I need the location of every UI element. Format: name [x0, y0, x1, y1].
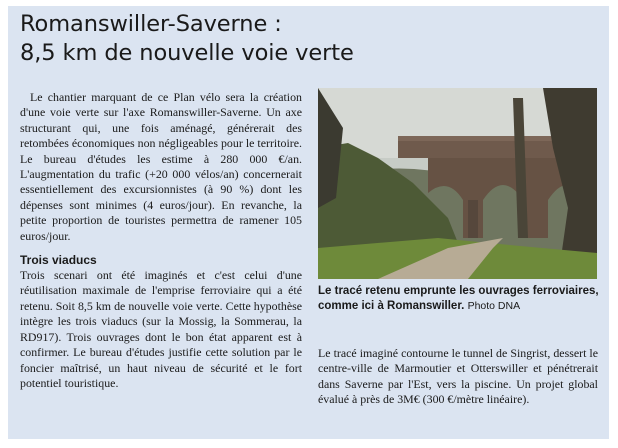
photo-caption [318, 284, 600, 313]
article-headline [20, 10, 600, 68]
headline-line-1: Romanswiller-Saverne : [20, 11, 282, 37]
left-column [20, 90, 302, 391]
headline-line-2: 8,5 km de nouvelle voie verte [20, 40, 354, 66]
viaduct-photo-illustration [318, 88, 597, 279]
viaduct-pier [468, 200, 478, 238]
viaduct-photo [318, 88, 597, 279]
photo-credit: Photo DNA [467, 299, 521, 312]
right-column [318, 346, 598, 408]
subheading-trois-viaducs: Trois viaducs [20, 253, 97, 268]
intro-paragraph: Le chantier marquant de ce Plan vélo sera la création d'une voie verte sur l'axe Romanswiller-Saverne. Un axe structurant qui, une fois aménagé, générerait des retombées économiques non négligeables pour le territoire. Le bureau d'études les estime à 280 000 €/an. L'augmentation du trafic (+20 000 vélos/an) concernerait essentiellement des excursionnistes (à 90 %) dont les dépenses sont minimes (4 euros/jour). En revanche, la petite proportion de touristes permettra de ramener 105 euros/jour. [20, 90, 302, 243]
viaducs-paragraph: Trois scenari ont été imaginés et c'est celui d'une réutilisation maximale de l'emprise ferroviaire qui a été retenu. Soit 8,5 km de nouvelle voie verte. Cette hypothèse intègre les trois viaducs (sur la Mossig, la Sommerau, la RD917). Trois ouvrages dont le bon état apparent est à confirmer. Le bureau d'études justifie cette solution par le foncier maîtrisé, un haut niveau de sécurité et le fort potentiel touristique. [20, 268, 302, 390]
trace-paragraph: Le tracé imaginé contourne le tunnel de Singrist, dessert le centre-ville de Marmoutier et Otterswiller et pénétrerait dans Saverne par l'Est, vers la piscine. Un projet global évalué à près de 3M€ (300 €/mètre linéaire). [318, 346, 598, 407]
caption-text: Le tracé retenu emprunte les ouvrages ferroviaires, comme ici à Romanswiller. [318, 285, 599, 312]
